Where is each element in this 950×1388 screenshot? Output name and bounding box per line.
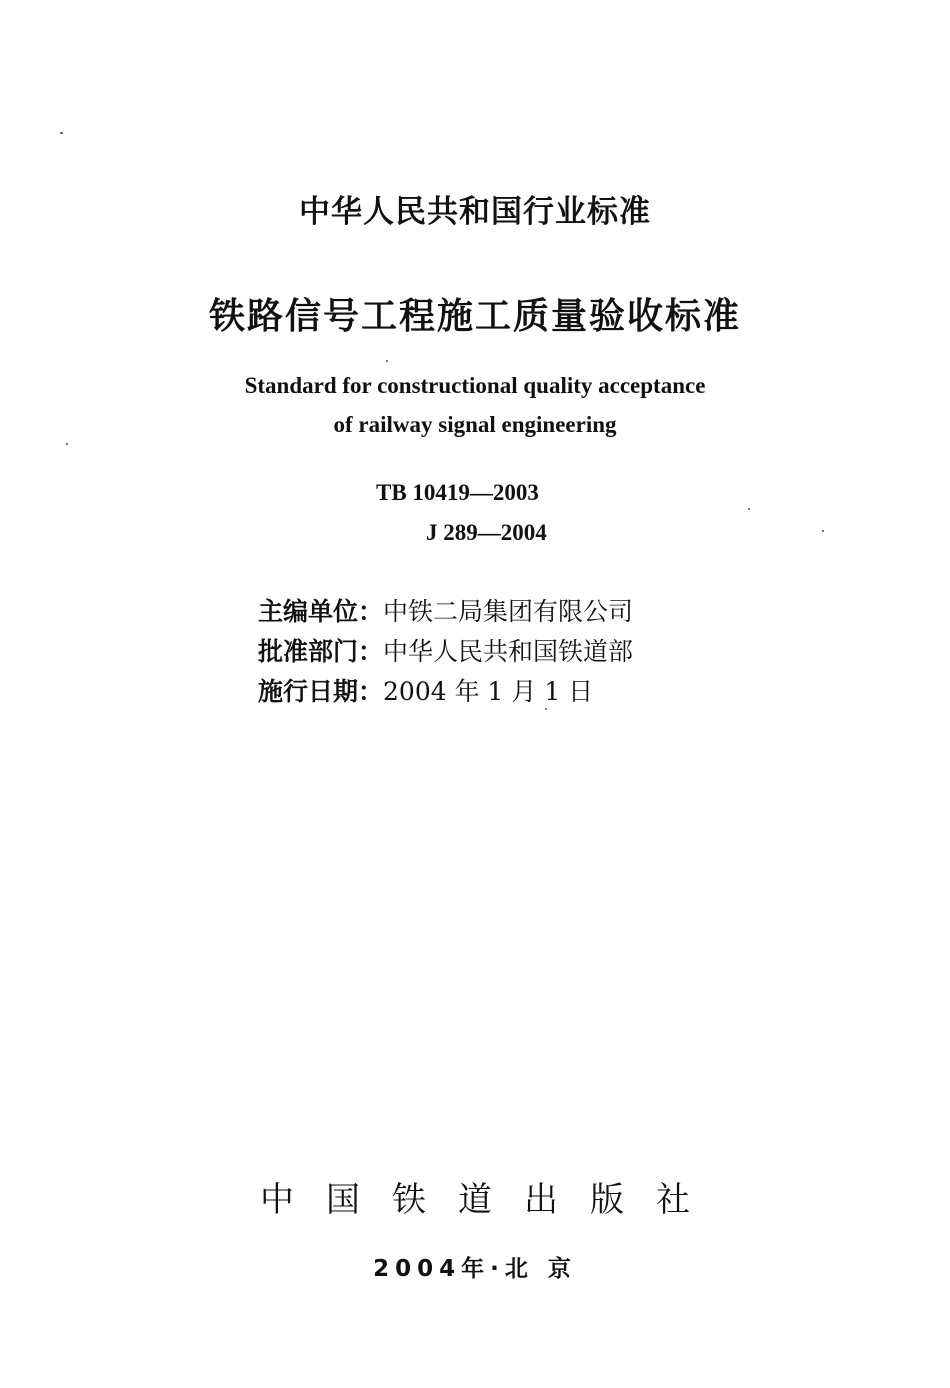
metadata-label: 施行日期： bbox=[258, 677, 384, 706]
document-metadata bbox=[258, 592, 633, 712]
document-title-english bbox=[0, 366, 950, 444]
english-title-line-2: of railway signal engineering bbox=[333, 412, 617, 437]
metadata-value: 中铁二局集团有限公司 bbox=[383, 597, 634, 626]
metadata-label: 批准部门： bbox=[258, 637, 384, 666]
metadata-value: 中华人民共和国铁道部 bbox=[383, 637, 634, 666]
metadata-row-editor bbox=[258, 592, 633, 632]
metadata-row-effective-date bbox=[258, 672, 633, 712]
metadata-value: 2004 年 1 月 1 日 bbox=[383, 677, 594, 706]
scan-speck bbox=[60, 132, 63, 134]
metadata-label: 主编单位： bbox=[258, 597, 384, 626]
metadata-row-approver bbox=[258, 632, 633, 672]
publication-imprint: 2004年·北 京 bbox=[373, 1256, 577, 1282]
standard-series-heading: 中华人民共和国行业标准 bbox=[299, 194, 651, 230]
scan-speck bbox=[748, 508, 750, 510]
j-standard-code: J 289—2004 bbox=[426, 520, 547, 545]
scan-speck bbox=[386, 360, 388, 362]
english-title-line-1: Standard for constructional quality acceptance bbox=[244, 373, 706, 398]
scan-speck bbox=[822, 530, 824, 532]
document-title-chinese: 铁路信号工程施工质量验收标准 bbox=[208, 296, 741, 337]
publisher-name: 中国铁道出版社 bbox=[260, 1180, 722, 1220]
tb-standard-code: TB 10419—2003 bbox=[376, 480, 539, 505]
